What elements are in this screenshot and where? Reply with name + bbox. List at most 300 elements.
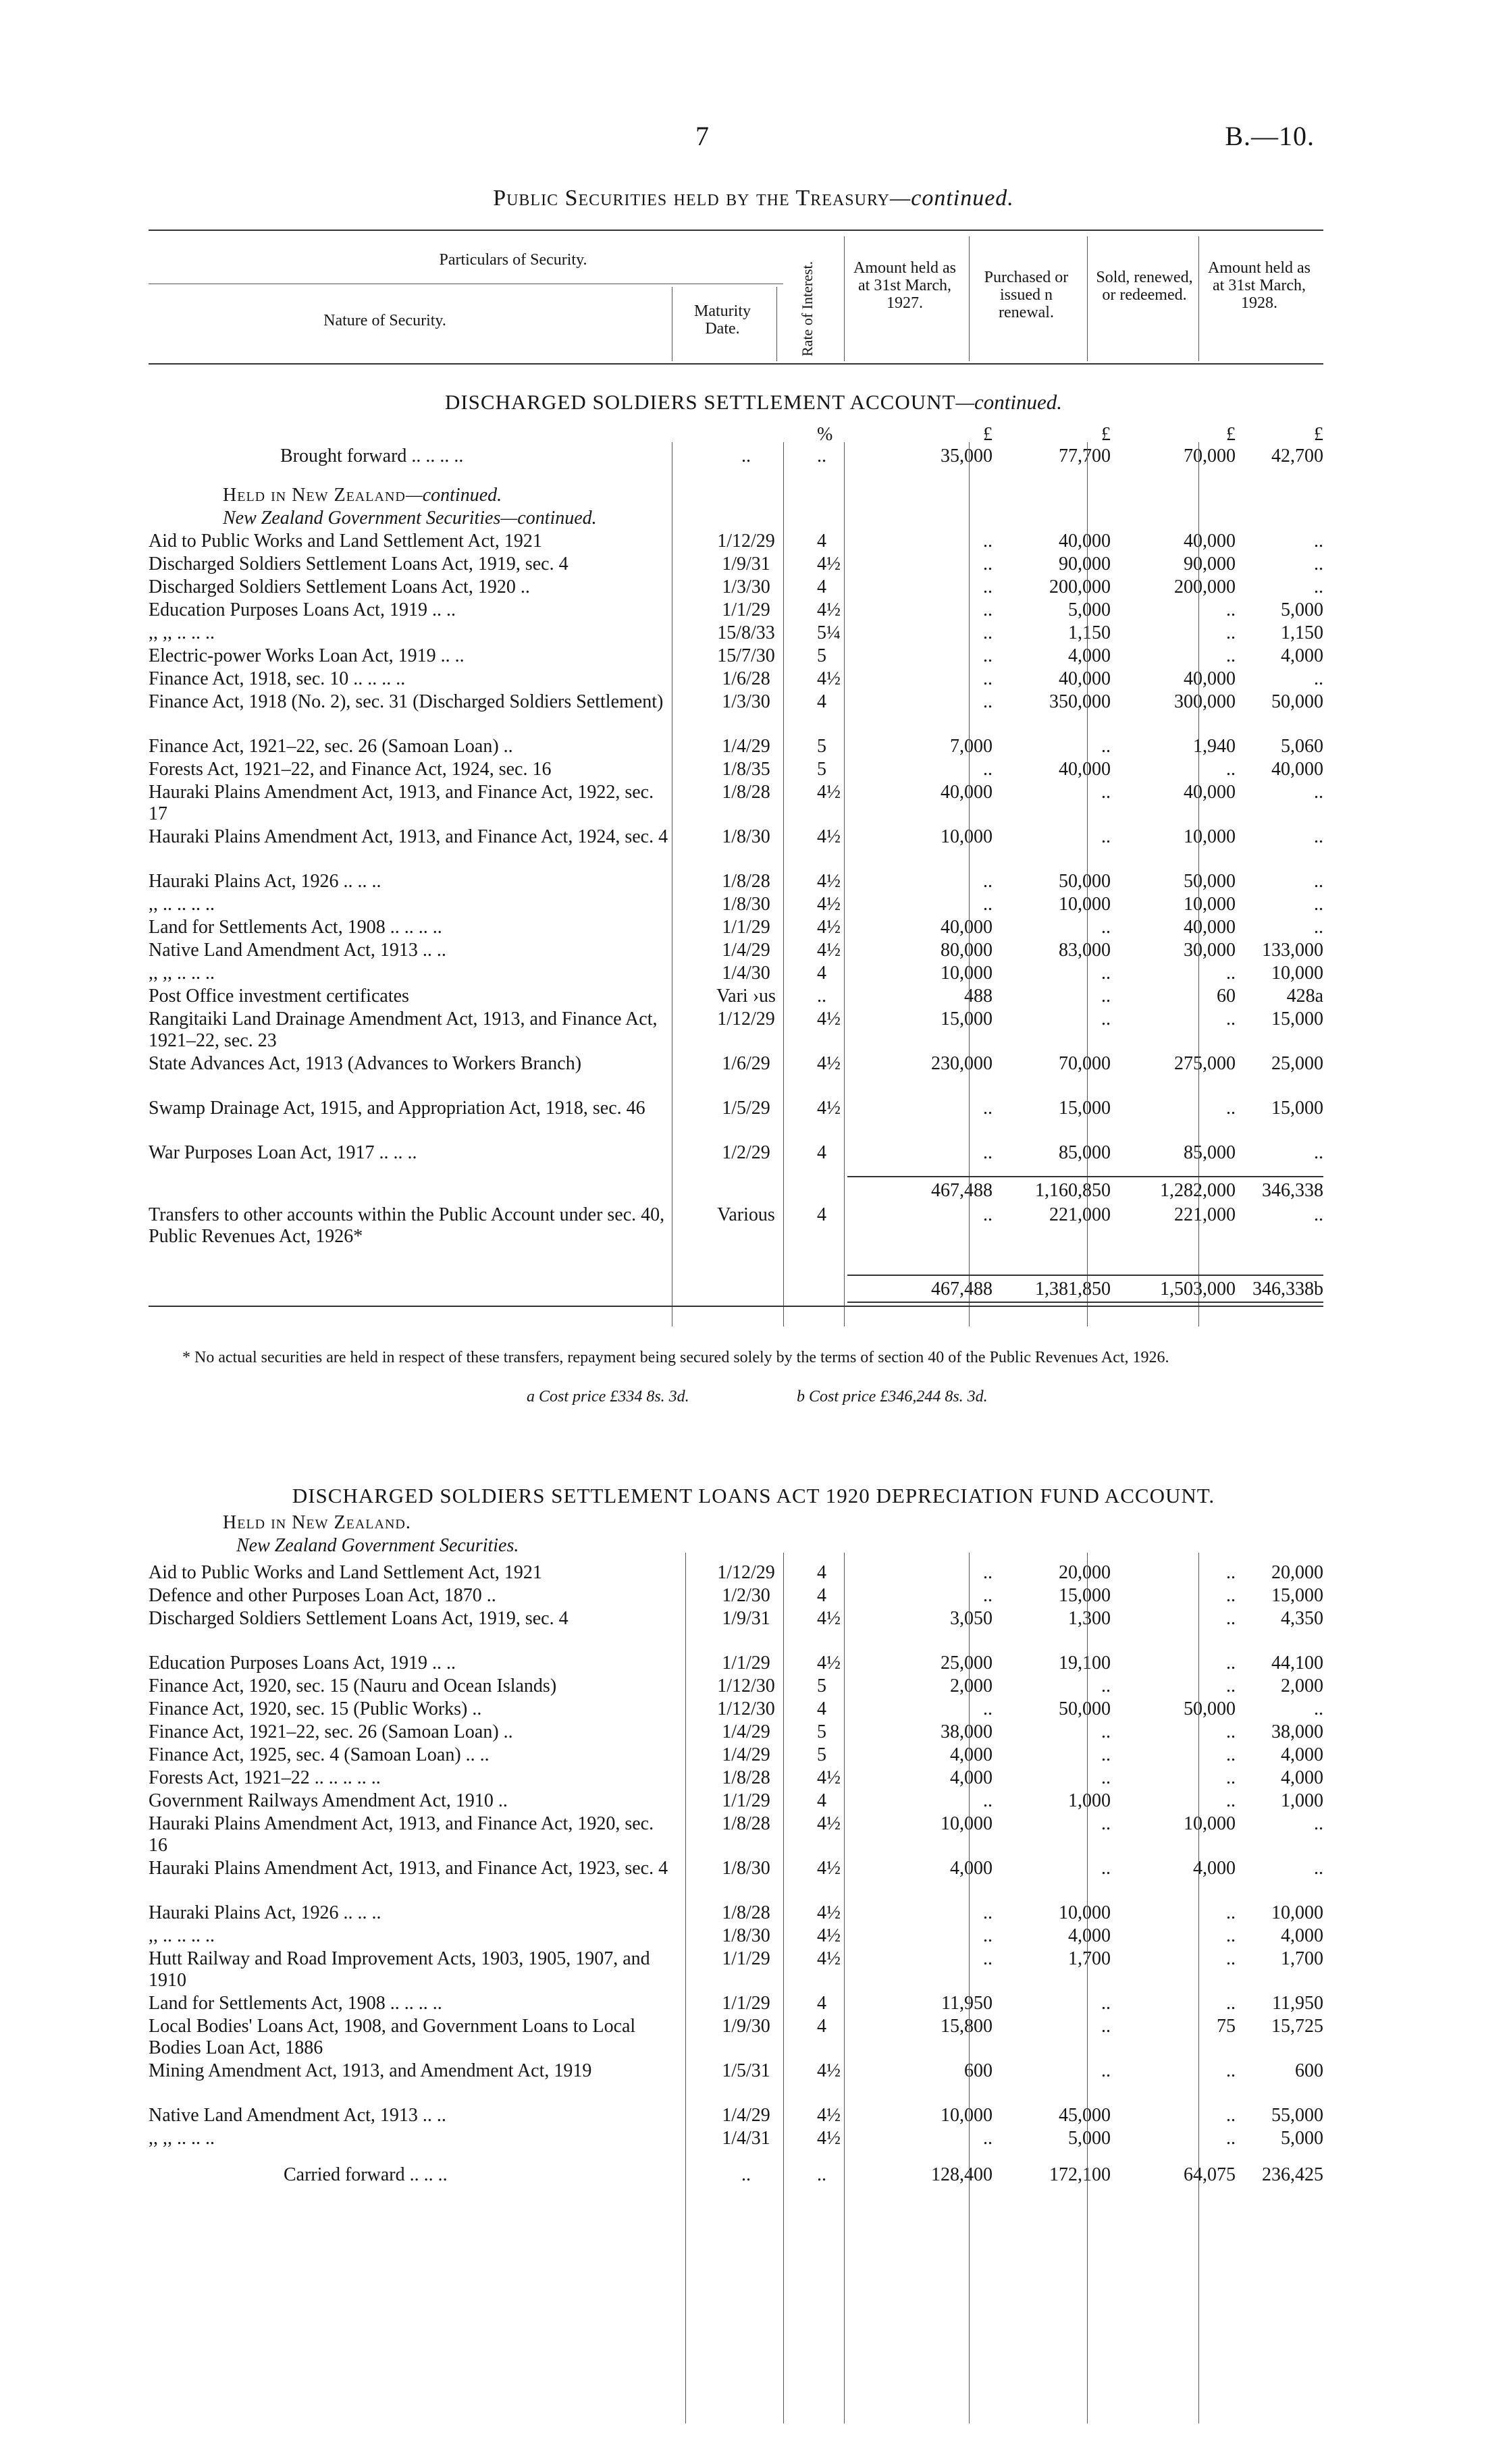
purchased-amount: ..: [1101, 826, 1111, 847]
table-row: [149, 1721, 1323, 1744]
maturity-date: 1/3/30: [722, 577, 770, 597]
sold-amount: ..: [1226, 645, 1236, 666]
purchased-amount: ..: [1101, 782, 1111, 803]
sold-amount: 85,000: [1184, 1142, 1236, 1163]
purchased-amount: ..: [1101, 1744, 1111, 1765]
table-row: [149, 1813, 1323, 1858]
sold-amount: 40,000: [1184, 782, 1236, 803]
amount-held-1928: 4,000: [1281, 1767, 1323, 1788]
maturity-date: 1/5/29: [722, 1098, 770, 1119]
nz-label-row: [149, 508, 1323, 531]
interest-rate: 4½: [817, 917, 841, 938]
amount-held-1928: 4,000: [1281, 1925, 1323, 1946]
brought-forward-h: 42,700: [1271, 446, 1323, 466]
sold-amount: ..: [1226, 1585, 1236, 1606]
amount-held-1927: ..: [983, 2128, 993, 2149]
table-row: [149, 531, 1323, 554]
security-name: Rangitaiki Land Drainage Amendment Act, 1913, and Finance Act, 1921–22, sec. 23: [149, 1009, 658, 1051]
amount-held-1928: ..: [1314, 1698, 1323, 1719]
amount-held-1928: ..: [1314, 1813, 1323, 1834]
sold-amount: ..: [1226, 1562, 1236, 1583]
section1-table: [149, 424, 1323, 1306]
table-row: [149, 1902, 1323, 1925]
security-name: Swamp Drainage Act, 1915, and Appropriation Act, 1918, sec. 46: [149, 1098, 645, 1119]
interest-rate: 4½: [817, 894, 841, 915]
section2-table: [149, 1512, 1323, 2187]
purchased-amount: 4,000: [1068, 1925, 1111, 1946]
amount-held-1928: 133,000: [1262, 940, 1323, 961]
carried-forward-rate: ..: [817, 2164, 826, 2185]
purchased-amount: 1,300: [1068, 1608, 1111, 1629]
security-name: Aid to Public Works and Land Settlement Act, 1921: [149, 1562, 542, 1583]
purchased-amount: 40,000: [1059, 759, 1111, 780]
purchased-amount: ..: [1101, 917, 1111, 938]
table-row: [149, 599, 1323, 622]
column-rule: [844, 1553, 845, 2423]
purchased-amount: ..: [1101, 1858, 1111, 1879]
amount-held-1928: 1,700: [1281, 1948, 1323, 1969]
unit-h: £: [1314, 424, 1323, 445]
purchased-amount: 45,000: [1059, 2105, 1111, 2126]
sold-amount: ..: [1226, 1790, 1236, 1811]
sold-amount: ..: [1226, 599, 1236, 620]
section1-title: [0, 390, 1507, 414]
table-row: [149, 1948, 1323, 1993]
amount-held-1928: 15,725: [1271, 2016, 1323, 2037]
brought-forward-label: Brought forward .. .. .. ..: [280, 446, 464, 466]
nz-label-suffix: —continued.: [500, 508, 597, 529]
amount-held-1928: 38,000: [1271, 1721, 1323, 1742]
security-name: Aid to Public Works and Land Settlement Act, 1921: [149, 531, 542, 552]
header-nature: Nature of Security.: [323, 312, 446, 329]
interest-rate: 4½: [817, 1767, 841, 1788]
purchased-amount: 40,000: [1059, 668, 1111, 689]
amount-held-1927: 4,000: [950, 1858, 993, 1879]
maturity-date: 1/9/31: [722, 554, 770, 574]
amount-held-1927: ..: [983, 1585, 993, 1606]
maturity-date: 1/8/28: [722, 782, 770, 803]
nz-label-text: New Zealand Government Securities.: [236, 1535, 519, 1556]
amount-held-1928: ..: [1314, 782, 1323, 803]
interest-rate: 5: [817, 1676, 826, 1696]
purchased-amount: 50,000: [1059, 871, 1111, 892]
sold-amount: 4,000: [1193, 1858, 1236, 1879]
held-label-text: Held in New Zealand: [223, 485, 406, 506]
maturity-date: 1/4/29: [722, 940, 770, 961]
header-divider: [1087, 236, 1088, 361]
section1-end-rule: [149, 1306, 1323, 1307]
subtotal-s: 1,282,000: [1160, 1180, 1236, 1201]
maturity-date: 1/12/30: [717, 1698, 775, 1719]
interest-rate: 4½: [817, 1608, 841, 1629]
interest-rate: 4½: [817, 668, 841, 689]
purchased-amount: 350,000: [1049, 691, 1111, 712]
amount-held-1927: ..: [983, 577, 993, 597]
subtotal-b: 1,160,850: [1035, 1180, 1111, 1201]
interest-rate: 4½: [817, 1858, 841, 1879]
table-row: [149, 2060, 1323, 2105]
security-name: Hauraki Plains Act, 1926 .. .. ..: [149, 1902, 381, 1923]
amount-held-1927: ..: [983, 554, 993, 574]
maturity-date: 1/8/30: [722, 1858, 770, 1879]
purchased-amount: ..: [1101, 986, 1111, 1007]
unit-s: £: [1226, 424, 1236, 445]
carried-forward-row: [149, 2164, 1323, 2187]
total-a: 467,488: [931, 1279, 993, 1300]
interest-rate: 4½: [817, 1925, 841, 1946]
amount-held-1927: ..: [983, 531, 993, 552]
column-rule: [1198, 1553, 1199, 2423]
interest-rate: 4½: [817, 2105, 841, 2126]
amount-held-1928: 4,350: [1281, 1608, 1323, 1629]
sold-amount: ..: [1226, 1721, 1236, 1742]
table-row: [149, 2105, 1323, 2128]
table-row: [149, 826, 1323, 871]
sold-amount: 10,000: [1184, 894, 1236, 915]
held-label: [149, 1512, 749, 1534]
table-row: [149, 940, 1323, 963]
interest-rate: 4½: [817, 782, 841, 803]
maturity-date: Vari ›us: [716, 986, 776, 1007]
footnote-a: a Cost price £334 8s. 3d.: [527, 1388, 689, 1405]
amount-held-1928: 4,000: [1281, 645, 1323, 666]
amount-held-1927: ..: [983, 1562, 993, 1583]
brought-forward-b: 77,700: [1059, 446, 1111, 466]
carried-forward-a: 128,400: [931, 2164, 993, 2185]
amount-held-1928: 1,150: [1281, 622, 1323, 643]
security-name: Discharged Soldiers Settlement Loans Act, 1919, sec. 4: [149, 554, 569, 574]
security-name: Discharged Soldiers Settlement Loans Act, 1919, sec. 4: [149, 1608, 569, 1629]
footnote-b: b Cost price £346,244 8s. 3d.: [797, 1388, 988, 1405]
table-row: [149, 645, 1323, 668]
header-divider: [776, 287, 777, 361]
interest-rate: 4½: [817, 1813, 841, 1834]
maturity-date: 1/1/29: [722, 1653, 770, 1673]
amount-held-1927: ..: [983, 622, 993, 643]
amount-held-1928: ..: [1314, 668, 1323, 689]
table-row: [149, 1993, 1323, 2016]
footnote-transfers: * No actual securities are held in respect of these transfers, repayment being secured solely by the terms of section 40 of the Public Revenues Act, 1926.: [182, 1349, 1169, 1366]
subtotal-row: [149, 1180, 1323, 1204]
unit-rate: %: [817, 424, 833, 445]
sold-amount: ..: [1226, 1948, 1236, 1969]
security-name: Finance Act, 1918, sec. 10 .. .. .. ..: [149, 668, 406, 689]
security-name: Hauraki Plains Amendment Act, 1913, and Finance Act, 1923, sec. 4: [149, 1858, 668, 1879]
amount-held-1928: 50,000: [1271, 691, 1323, 712]
security-name: State Advances Act, 1913 (Advances to Workers Branch): [149, 1053, 582, 1074]
amount-held-1927: ..: [983, 668, 993, 689]
maturity-date: 1/3/30: [722, 691, 770, 712]
carried-forward-s: 64,075: [1184, 2164, 1236, 2185]
amount-held-1927: 11,950: [941, 1993, 993, 2014]
purchased-amount: 70,000: [1059, 1053, 1111, 1074]
security-name: Finance Act, 1920, sec. 15 (Public Works) ..: [149, 1698, 482, 1719]
sold-amount: ..: [1226, 1098, 1236, 1119]
transfers-rate: 4: [817, 1204, 826, 1225]
section1-title-text: DISCHARGED SOLDIERS SETTLEMENT ACCOUNT: [444, 390, 956, 414]
sold-amount: ..: [1226, 1925, 1236, 1946]
amount-held-1928: ..: [1314, 917, 1323, 938]
table-row: [149, 1790, 1323, 1813]
interest-rate: 4½: [817, 599, 841, 620]
amount-held-1928: ..: [1314, 894, 1323, 915]
amount-held-1928: 1,000: [1281, 1790, 1323, 1811]
security-name: ,, ,, .. .. ..: [149, 963, 215, 984]
interest-rate: 5: [817, 1721, 826, 1742]
maturity-date: 1/8/35: [722, 759, 770, 780]
sold-amount: 10,000: [1184, 826, 1236, 847]
maturity-date: 1/8/28: [722, 1813, 770, 1834]
interest-rate: 4½: [817, 554, 841, 574]
maturity-date: 1/8/30: [722, 826, 770, 847]
amount-held-1928: ..: [1314, 826, 1323, 847]
security-name: Government Railways Amendment Act, 1910 ..: [149, 1790, 508, 1811]
amount-held-1928: 5,000: [1281, 599, 1323, 620]
amount-held-1927: 3,050: [950, 1608, 993, 1629]
sold-amount: 10,000: [1184, 1813, 1236, 1834]
table-row: [149, 1585, 1323, 1608]
sold-amount: ..: [1226, 1744, 1236, 1765]
maturity-date: 15/7/30: [717, 645, 775, 666]
table-row: [149, 963, 1323, 986]
carried-forward-h: 236,425: [1262, 2164, 1323, 2185]
amount-held-1928: 4,000: [1281, 1744, 1323, 1765]
interest-rate: 4: [817, 1993, 826, 2014]
interest-rate: 4: [817, 1562, 826, 1583]
table-row: [149, 1098, 1323, 1142]
sold-amount: ..: [1226, 1653, 1236, 1673]
table-row: [149, 577, 1323, 599]
amount-held-1927: 4,000: [950, 1767, 993, 1788]
sold-amount: ..: [1226, 1608, 1236, 1629]
amount-held-1928: 10,000: [1271, 1902, 1323, 1923]
amount-held-1927: 10,000: [941, 2105, 993, 2126]
header-divider: [969, 236, 970, 361]
security-name: Hauraki Plains Amendment Act, 1913, and Finance Act, 1920, sec. 16: [149, 1813, 654, 1856]
subtotal-rule: [847, 1176, 1323, 1177]
purchased-amount: 15,000: [1059, 1585, 1111, 1606]
amount-held-1927: ..: [983, 1902, 993, 1923]
amount-held-1927: 15,000: [941, 1009, 993, 1029]
maturity-date: 1/2/30: [722, 1585, 770, 1606]
interest-rate: 4½: [817, 940, 841, 961]
header-rate: Rate of Interest.: [799, 261, 816, 356]
table-row: [149, 1653, 1323, 1676]
column-rule: [1198, 442, 1199, 1327]
maturity-date: 1/8/30: [722, 1925, 770, 1946]
sold-amount: ..: [1226, 759, 1236, 780]
transfers-h: ..: [1314, 1204, 1323, 1225]
nz-label: [149, 1535, 763, 1557]
held-label-suffix: —continued.: [405, 485, 502, 506]
maturity-date: 1/12/29: [717, 1562, 775, 1583]
section1-rows: [149, 531, 1323, 1165]
interest-rate: 4: [817, 1585, 826, 1606]
interest-rate: 4: [817, 1790, 826, 1811]
header-maturity: Maturity Date.: [694, 302, 751, 338]
sold-amount: ..: [1226, 2105, 1236, 2126]
security-name: Education Purposes Loans Act, 1919 .. ..: [149, 599, 456, 620]
sold-amount: 40,000: [1184, 668, 1236, 689]
amount-held-1928: 55,000: [1271, 2105, 1323, 2126]
maturity-date: 15/8/33: [717, 622, 775, 643]
purchased-amount: 1,000: [1068, 1790, 1111, 1811]
purchased-amount: ..: [1101, 2060, 1111, 2081]
interest-rate: 4: [817, 531, 826, 552]
maturity-date: 1/8/28: [722, 1767, 770, 1788]
table-row: [149, 691, 1323, 736]
amount-held-1928: ..: [1314, 554, 1323, 574]
brought-forward-s: 70,000: [1184, 446, 1236, 466]
purchased-amount: ..: [1101, 1676, 1111, 1696]
maturity-date: 1/4/30: [722, 963, 770, 984]
interest-rate: 4: [817, 577, 826, 597]
interest-rate: 4½: [817, 1902, 841, 1923]
amount-held-1927: ..: [983, 1142, 993, 1163]
column-rule: [844, 442, 845, 1327]
subtotal-a: 467,488: [931, 1180, 993, 1201]
maturity-date: 1/12/30: [717, 1676, 775, 1696]
table-row: [149, 2016, 1323, 2060]
purchased-amount: 19,100: [1059, 1653, 1111, 1673]
amount-held-1928: 10,000: [1271, 963, 1323, 984]
amount-held-1927: 488: [964, 986, 993, 1007]
amount-held-1927: ..: [983, 1948, 993, 1969]
transfers-mat: Various: [717, 1204, 775, 1225]
header-top-rule: [149, 230, 1323, 231]
held-label-row: [149, 485, 1323, 508]
purchased-amount: 83,000: [1059, 940, 1111, 961]
amount-held-1927: 10,000: [941, 826, 993, 847]
security-name: Land for Settlements Act, 1908 .. .. .. ..: [149, 917, 442, 938]
amount-held-1928: ..: [1314, 1142, 1323, 1163]
purchased-amount: 40,000: [1059, 531, 1111, 552]
carried-forward-label: Carried forward .. .. ..: [284, 2164, 448, 2185]
purchased-amount: 10,000: [1059, 894, 1111, 915]
sold-amount: 90,000: [1184, 554, 1236, 574]
amount-held-1928: ..: [1314, 1858, 1323, 1879]
interest-rate: 4½: [817, 2060, 841, 2081]
table-row: [149, 1053, 1323, 1098]
sold-amount: 1,940: [1193, 736, 1236, 757]
interest-rate: 4: [817, 2016, 826, 2037]
section1-title-suffix: —continued.: [955, 390, 1063, 414]
sold-amount: ..: [1226, 1993, 1236, 2014]
amount-held-1927: 25,000: [941, 1653, 993, 1673]
header-held-1927: Amount held as at 31st March, 1927.: [853, 259, 956, 312]
held-label: [149, 485, 749, 506]
maturity-date: 1/8/28: [722, 1902, 770, 1923]
column-rule: [783, 1553, 784, 2423]
amount-held-1927: 15,800: [941, 2016, 993, 2037]
spacer: [149, 2151, 1323, 2164]
interest-rate: 5: [817, 759, 826, 780]
table-row: [149, 782, 1323, 826]
amount-held-1927: ..: [983, 759, 993, 780]
amount-held-1927: ..: [983, 1098, 993, 1119]
interest-rate: 4: [817, 1142, 826, 1163]
amount-held-1927: ..: [983, 894, 993, 915]
table-row: [149, 986, 1323, 1009]
carried-forward-b: 172,100: [1049, 2164, 1111, 2185]
security-name: Forests Act, 1921–22, and Finance Act, 1924, sec. 16: [149, 759, 552, 780]
security-name: Mining Amendment Act, 1913, and Amendment Act, 1919: [149, 2060, 592, 2081]
sold-amount: ..: [1226, 963, 1236, 984]
sold-amount: ..: [1226, 2060, 1236, 2081]
security-name: Finance Act, 1925, sec. 4 (Samoan Loan) .. ..: [149, 1744, 490, 1765]
amount-held-1928: 15,000: [1271, 1585, 1323, 1606]
amount-held-1927: 10,000: [941, 1813, 993, 1834]
purchased-amount: 1,150: [1068, 622, 1111, 643]
column-rule: [1087, 1553, 1088, 2423]
maturity-date: 1/5/31: [722, 2060, 770, 2081]
amount-held-1928: 428a: [1286, 986, 1323, 1007]
interest-rate: 4½: [817, 1009, 841, 1029]
column-rule: [685, 1553, 686, 2423]
total-s: 1,503,000: [1160, 1279, 1236, 1300]
purchased-amount: ..: [1101, 1767, 1111, 1788]
purchased-amount: ..: [1101, 2016, 1111, 2037]
security-name: Hutt Railway and Road Improvement Acts, 1903, 1905, 1907, and 1910: [149, 1948, 650, 1991]
maturity-date: 1/8/28: [722, 871, 770, 892]
amount-held-1927: 38,000: [941, 1721, 993, 1742]
security-name: Finance Act, 1921–22, sec. 26 (Samoan Loan) ..: [149, 1721, 513, 1742]
nz-label-text: New Zealand Government Securities: [223, 508, 501, 529]
header-particulars: Particulars of Security.: [439, 251, 587, 269]
amount-held-1928: ..: [1314, 871, 1323, 892]
interest-rate: 5: [817, 1744, 826, 1765]
purchased-amount: 20,000: [1059, 1562, 1111, 1583]
interest-rate: 5¼: [817, 622, 841, 643]
brought-forward-row: [149, 446, 1323, 468]
spacer: [149, 1165, 1323, 1180]
nz-label-row: [149, 1535, 1323, 1558]
maturity-date: 1/4/29: [722, 2105, 770, 2126]
subtotal-h: 346,338: [1262, 1180, 1323, 1201]
table-row: [149, 2128, 1323, 2151]
column-rule: [969, 442, 970, 1327]
sold-amount: ..: [1226, 1767, 1236, 1788]
amount-held-1927: 2,000: [950, 1676, 993, 1696]
purchased-amount: 50,000: [1059, 1698, 1111, 1719]
security-name: Finance Act, 1920, sec. 15 (Nauru and Ocean Islands): [149, 1676, 557, 1696]
security-name: Discharged Soldiers Settlement Loans Act, 1920 ..: [149, 577, 530, 597]
section2-title: DISCHARGED SOLDIERS SETTLEMENT LOANS ACT 1920 DEPRECIATION FUND ACCOUNT.: [292, 1484, 1215, 1507]
table-row: [149, 894, 1323, 917]
security-name: ,, .. .. .. ..: [149, 1925, 215, 1946]
amount-held-1928: ..: [1314, 577, 1323, 597]
maturity-date: 1/2/29: [722, 1142, 770, 1163]
interest-rate: 4½: [817, 871, 841, 892]
amount-held-1927: ..: [983, 691, 993, 712]
amount-held-1927: 600: [964, 2060, 993, 2081]
purchased-amount: 85,000: [1059, 1142, 1111, 1163]
amount-held-1928: 25,000: [1271, 1053, 1323, 1074]
purchased-amount: ..: [1101, 1721, 1111, 1742]
amount-held-1927: ..: [983, 1925, 993, 1946]
amount-held-1928: 15,000: [1271, 1009, 1323, 1029]
held-label-text: Held in New Zealand.: [223, 1512, 411, 1533]
sold-amount: 30,000: [1184, 940, 1236, 961]
purchased-amount: 10,000: [1059, 1902, 1111, 1923]
brought-forward-mat: ..: [741, 446, 751, 466]
purchased-amount: ..: [1101, 1813, 1111, 1834]
interest-rate: 5: [817, 645, 826, 666]
title-main: Public Securities held by the Treasury: [493, 186, 890, 211]
purchased-amount: ..: [1101, 1009, 1111, 1029]
table-row: [149, 1858, 1323, 1902]
table-row: [149, 1925, 1323, 1948]
